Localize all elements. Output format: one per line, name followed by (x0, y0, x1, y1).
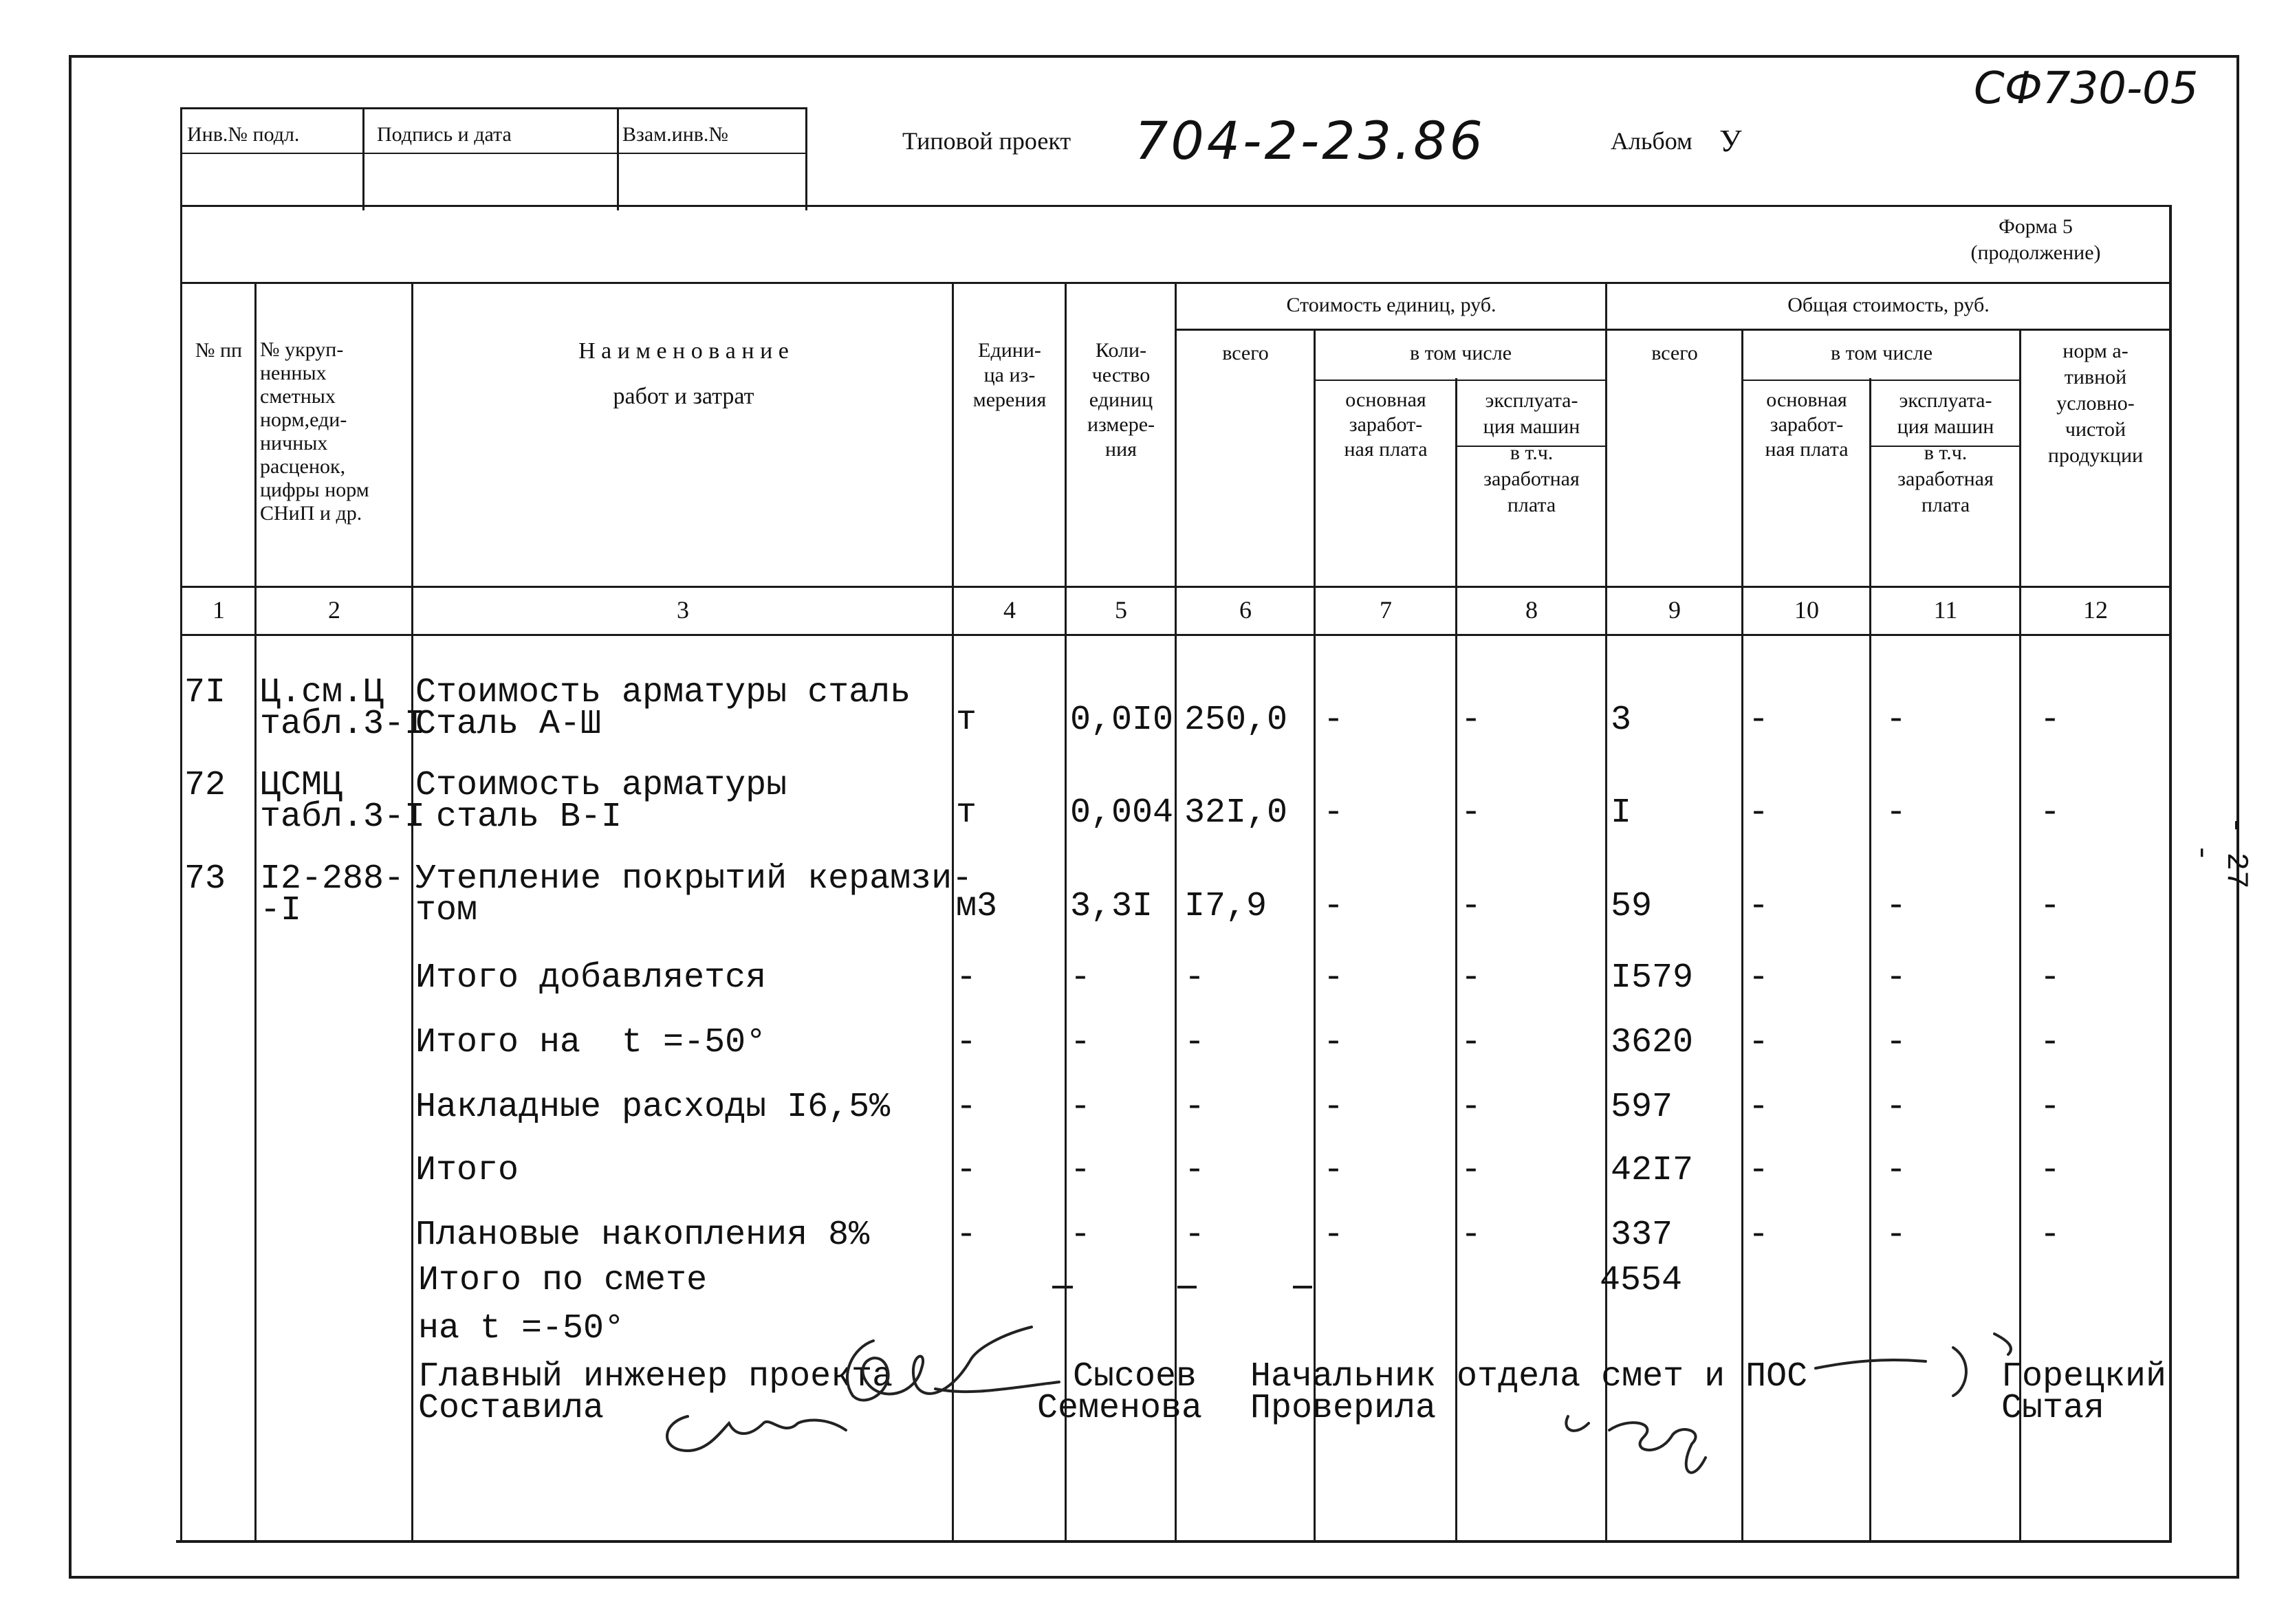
cell-total: 597 (1611, 1088, 1673, 1127)
cell-name: Утепление покрытий керамзи- том (415, 859, 973, 930)
cell-unit: - (956, 1151, 977, 1190)
cell-c8: - (1461, 1151, 1482, 1190)
checked-label: Проверила (1250, 1389, 1437, 1428)
cell-c11: - (1886, 1088, 1907, 1127)
header-col3-line1: Н а и м е н о в а н и е (578, 338, 789, 364)
cell-unit: - (956, 1023, 977, 1062)
final-total-line1: Итого по смете (418, 1261, 708, 1300)
header-total-incl: в том числе (1830, 342, 1933, 364)
cell-c7: - (1323, 958, 1345, 998)
header-col10: основная заработ- ная плата (1765, 388, 1849, 461)
checked-name: Сытая (2001, 1389, 2105, 1428)
cell-c7: - (1323, 701, 1345, 740)
header-unit-incl: в том числе (1409, 342, 1512, 364)
cell-name: Итого добавляется (415, 958, 767, 998)
header-col11: эксплуата- ция машин в т.ч. заработная плата (1897, 389, 1994, 516)
header-col6: всего (1222, 342, 1269, 364)
handwritten-signatures (646, 1320, 2022, 1485)
cell-qty: - (1070, 1023, 1091, 1062)
cell-c10: - (1748, 1216, 1770, 1255)
form-line2: (продолжение) (1970, 241, 2101, 264)
cell-c7: - (1323, 1023, 1345, 1062)
cell-c11: - (1886, 701, 1907, 740)
cell-qty: 0,0I0 (1070, 701, 1174, 740)
cell-name: Накладные расходы I6,5% (415, 1088, 891, 1127)
cell-c12: - (2040, 1088, 2061, 1127)
cell-c11: - (1886, 1151, 1907, 1190)
header-col1: № пп (195, 339, 243, 362)
cell-c12: - (2040, 887, 2061, 926)
cell-cost: - (1184, 958, 1206, 998)
col-number: 7 (1380, 596, 1392, 624)
cell-code: I2-288- -I (260, 859, 405, 930)
cell-unit: м3 (956, 887, 998, 926)
project-number: 704-2-23.86 (1135, 110, 1485, 171)
project-label: Типовой проект (902, 127, 1071, 155)
cell-c8: - (1461, 958, 1482, 998)
cell-name: Стоимость арматуры сталь В-I (415, 766, 787, 837)
col-number: 9 (1668, 596, 1681, 624)
cell-cost: 250,0 (1184, 701, 1288, 740)
cell-code: Ц.см.Ц табл.3-I (260, 673, 426, 744)
cell-cost: - (1184, 1216, 1206, 1255)
cell-total: 337 (1611, 1216, 1673, 1255)
cell-c12: - (2040, 1023, 2061, 1062)
cell-n: 72 (184, 766, 226, 805)
cell-total: I579 (1611, 958, 1694, 998)
cell-c11: - (1886, 887, 1907, 926)
cell-cost: - (1184, 1151, 1206, 1190)
cell-c8: - (1461, 1216, 1482, 1255)
col-number: 2 (328, 596, 340, 624)
cell-name: Стоимость арматуры сталь Сталь А-Ш (415, 673, 911, 744)
cell-c11: - (1886, 958, 1907, 998)
cell-qty: 0,004 (1070, 793, 1174, 833)
header-col3-line2: работ и затрат (613, 384, 754, 409)
cell-c7: - (1323, 1151, 1345, 1190)
cell-cost: - (1184, 1023, 1206, 1062)
col-number: 3 (677, 596, 689, 624)
header-total-cost: Общая стоимость, руб. (1787, 294, 1990, 316)
cell-name: Плановые накопления 8% (415, 1216, 870, 1255)
header-col9: всего (1651, 342, 1698, 364)
cell-cost: 32I,0 (1184, 793, 1288, 833)
cell-total: 3 (1611, 701, 1632, 740)
cell-c12: - (2040, 701, 2061, 740)
col-number: 4 (1003, 596, 1016, 624)
cell-qty: - (1070, 1151, 1091, 1190)
cell-c7: - (1323, 1216, 1345, 1255)
cell-unit: - (956, 1216, 977, 1255)
cell-qty: 3,3I (1070, 887, 1153, 926)
cell-unit: т (956, 701, 977, 740)
header-col12: норм а- тивной условно- чистой продукции (2047, 340, 2144, 467)
final-total-value: 4554 (1600, 1261, 1683, 1300)
cell-c11: - (1886, 1023, 1907, 1062)
cell-qty: - (1070, 1216, 1091, 1255)
cell-unit: т (956, 793, 977, 833)
col-number: 5 (1115, 596, 1127, 624)
cell-code: ЦСМЦ табл.3-I (260, 766, 426, 837)
col-number: 12 (2083, 596, 2108, 624)
col-number: 11 (1933, 596, 1958, 624)
cell-name: Итого на t =-50° (415, 1023, 767, 1062)
outer-border-bottom (69, 1576, 2239, 1579)
form-line1: Форма 5 (1999, 215, 2073, 238)
cell-c10: - (1748, 1088, 1770, 1127)
page-number: - 27 - (2184, 816, 2253, 889)
cell-c12: - (2040, 1216, 2061, 1255)
cell-c11: - (1886, 793, 1907, 833)
cell-c10: - (1748, 1023, 1770, 1062)
cell-c11: - (1886, 1216, 1907, 1255)
cell-unit: - (956, 958, 977, 998)
chief-engineer-label: Главный инженер проекта (418, 1357, 893, 1396)
cell-cost: I7,9 (1184, 887, 1267, 926)
cell-qty: - (1070, 1088, 1091, 1127)
cell-n: 73 (184, 859, 226, 899)
cell-c7: - (1323, 887, 1345, 926)
cell-c10: - (1748, 887, 1770, 926)
cell-c12: - (2040, 1151, 2061, 1190)
header-unit-cost: Стоимость единиц, руб. (1286, 294, 1496, 316)
cell-c10: - (1748, 1151, 1770, 1190)
head-dept-label: Начальник отдела смет и ПОС (1250, 1357, 1808, 1396)
cell-c7: - (1323, 1088, 1345, 1127)
cell-c8: - (1461, 1023, 1482, 1062)
cell-c8: - (1461, 793, 1482, 833)
header-col8: эксплуата- ция машин в т.ч. заработная плата (1483, 389, 1580, 516)
col-number: 10 (1794, 596, 1819, 624)
cell-total: 3620 (1611, 1023, 1694, 1062)
cell-unit: - (956, 1088, 977, 1127)
outer-border-left (69, 55, 72, 1579)
cell-c10: - (1748, 701, 1770, 740)
header-col7: основная заработ- ная плата (1344, 388, 1428, 461)
cell-total: I (1611, 793, 1632, 833)
cell-name: Итого (415, 1151, 519, 1190)
album-label: Альбом (1611, 127, 1692, 155)
cell-total: 42I7 (1611, 1151, 1694, 1190)
col-number: 6 (1239, 596, 1252, 624)
stamp-inv-label: Инв.№ подл. (187, 123, 300, 146)
cell-total: 59 (1611, 887, 1653, 926)
cell-c8: - (1461, 887, 1482, 926)
cell-c12: - (2040, 793, 2061, 833)
final-total-line2: на t =-50° (418, 1309, 625, 1348)
cell-c8: - (1461, 1088, 1482, 1127)
stamp-vzam-label: Взам.инв.№ (622, 123, 729, 146)
cell-c12: - (2040, 958, 2061, 998)
header-col5: Коли- чество единиц измере- ния (1087, 339, 1155, 461)
cell-n: 7I (184, 673, 226, 712)
cell-c7: - (1323, 793, 1345, 833)
cell-c10: - (1748, 793, 1770, 833)
album-value: У (1719, 123, 1742, 158)
cell-cost: - (1184, 1088, 1206, 1127)
header-col4: Едини- ца из- мерения (972, 339, 1047, 411)
compiled-name: Семенова (1037, 1389, 1203, 1428)
outer-border-top (69, 55, 2239, 58)
col-number: 8 (1525, 596, 1538, 624)
stamp-sign-label: Подпись и дата (377, 123, 512, 146)
cell-c8: - (1461, 701, 1482, 740)
cell-qty: - (1070, 958, 1091, 998)
corner-code: СФ730-05 (1974, 63, 2199, 114)
col-number: 1 (213, 596, 225, 624)
chief-engineer-name: Сысоев (1073, 1357, 1197, 1396)
header-col2: № укруп- ненных сметных норм,еди- ничных расценок, цифры норм СНиП и др. (260, 338, 369, 525)
cell-c10: - (1748, 958, 1770, 998)
compiled-label: Составила (418, 1389, 605, 1428)
head-dept-name: Горецкий (2001, 1357, 2167, 1396)
